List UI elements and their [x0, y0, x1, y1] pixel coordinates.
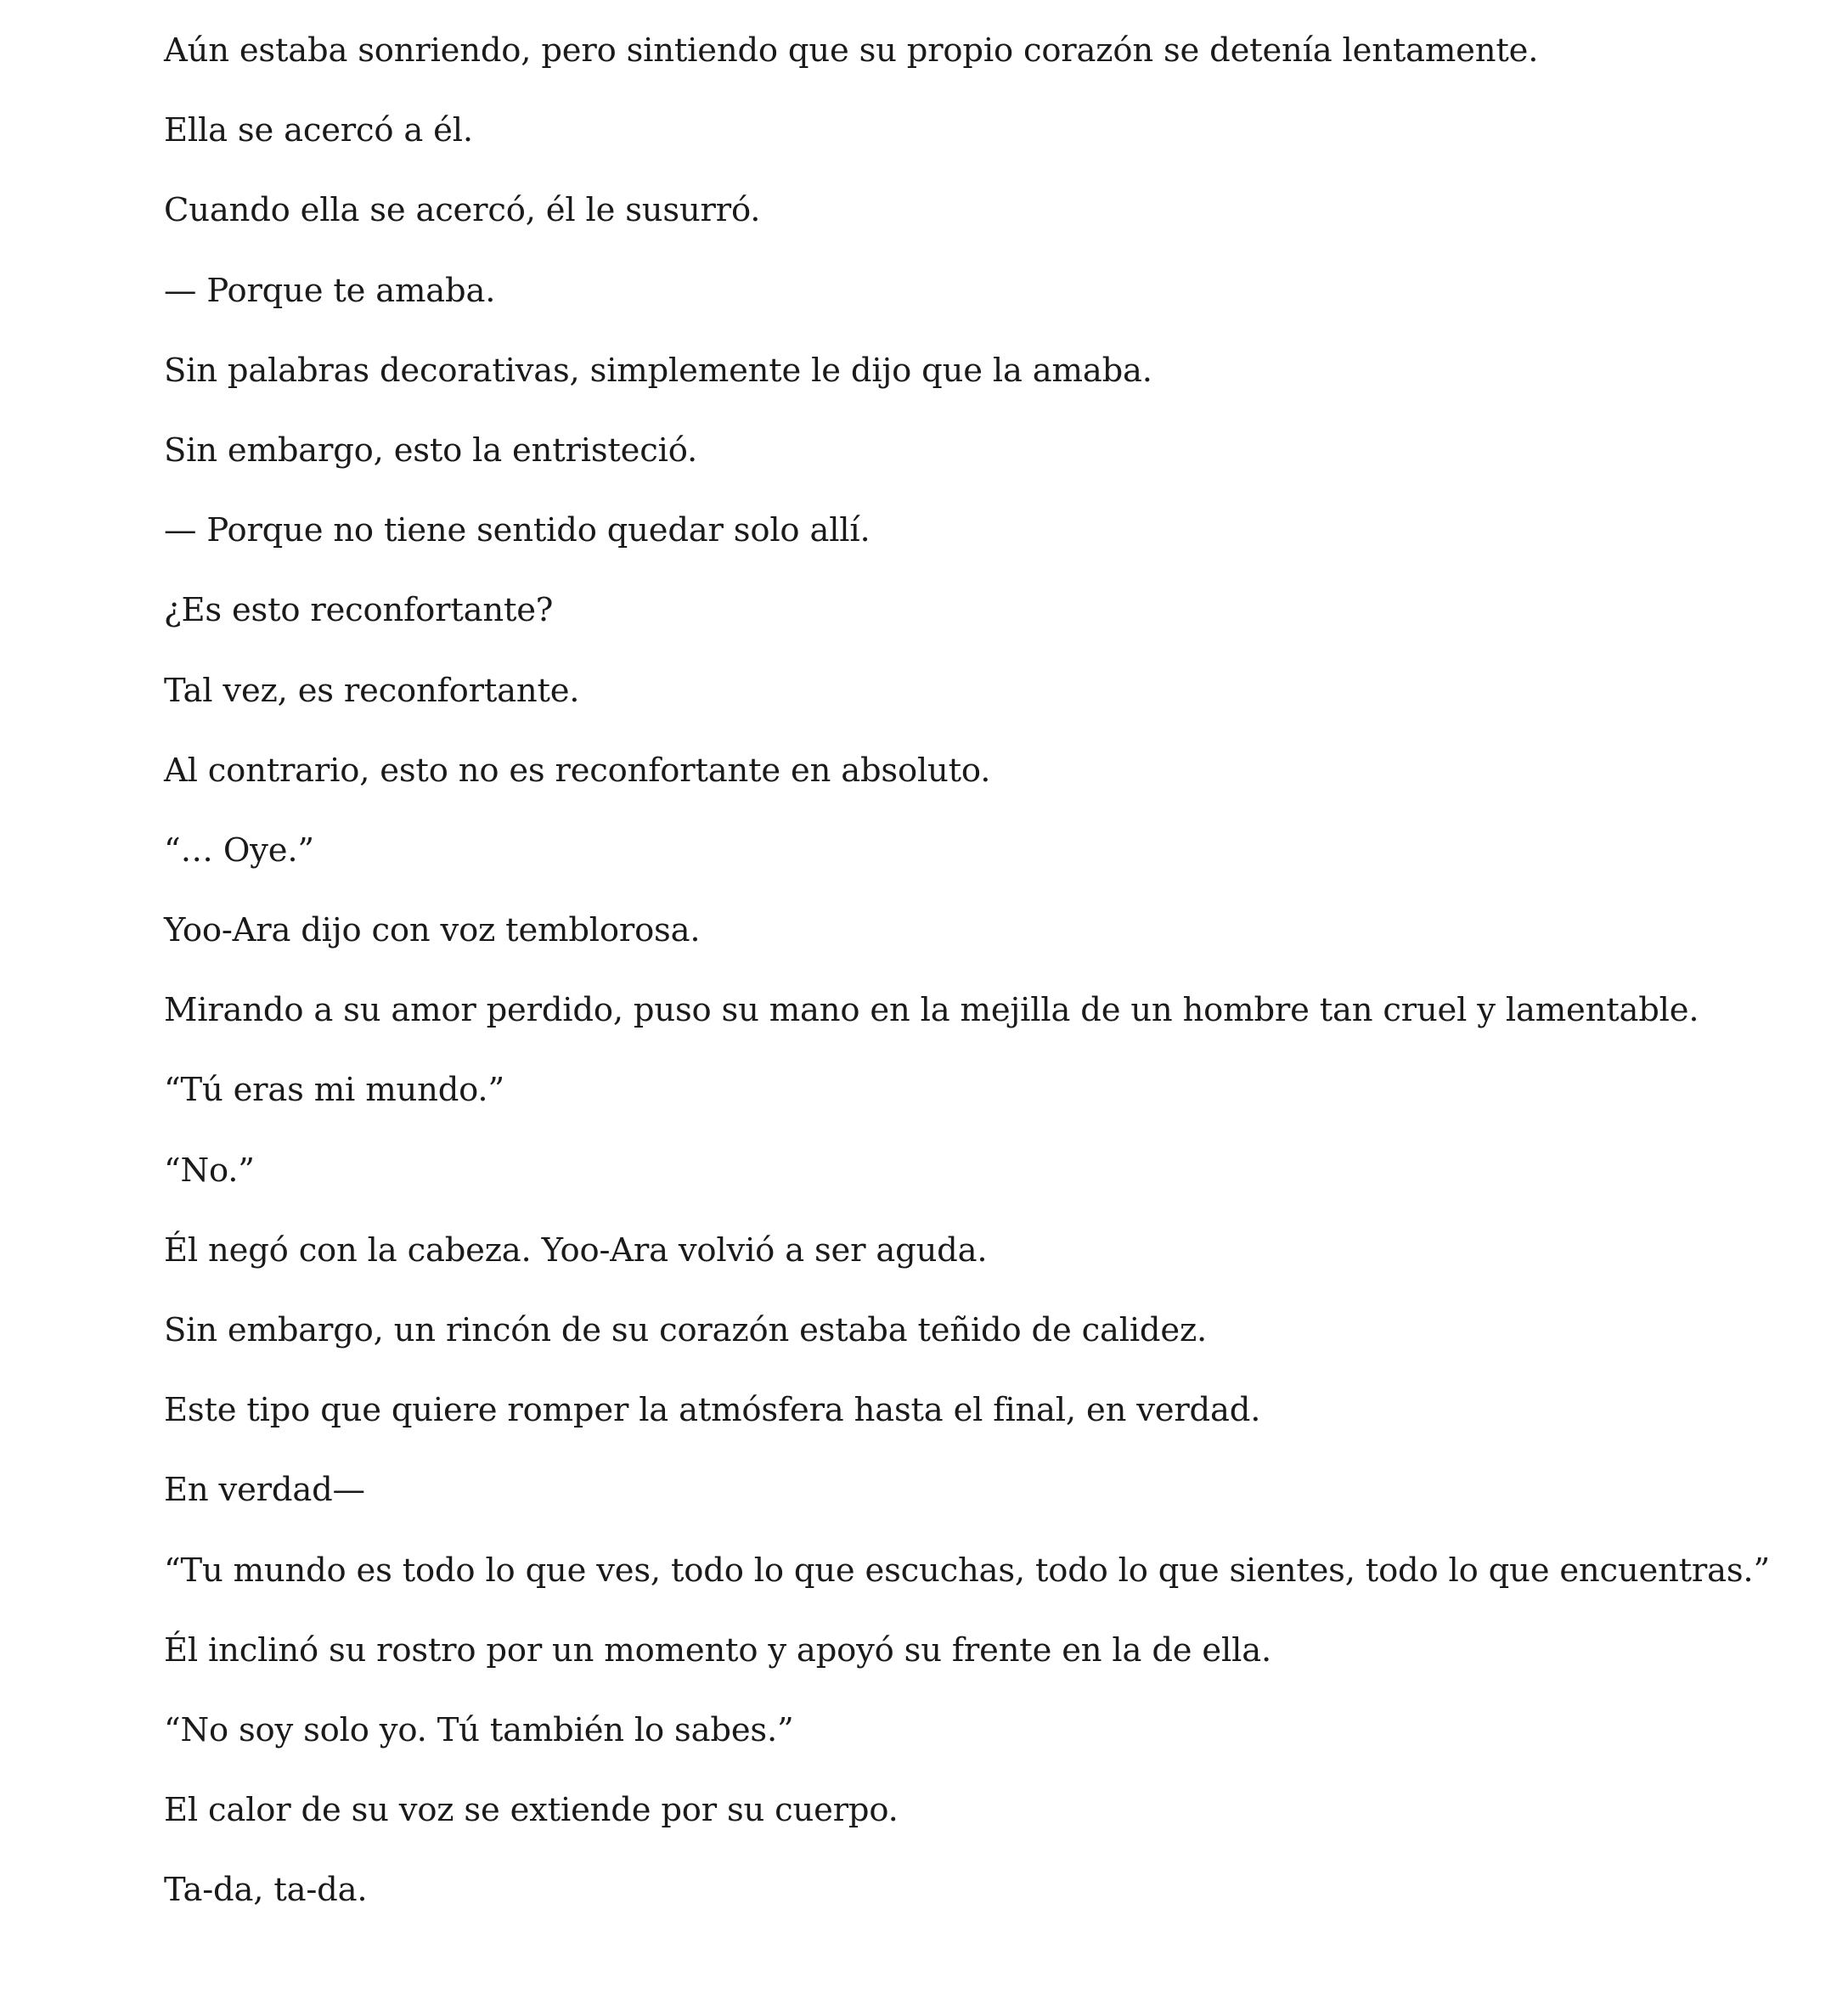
paragraph: Aún estaba sonriendo, pero sintiendo que su propio corazón se detenía lentamente.	[164, 31, 1539, 70]
paragraph: Sin palabras decorativas, simplemente le dijo que la amaba.	[164, 351, 1152, 390]
paragraph: En verdad—	[164, 1471, 365, 1510]
paragraph: Mirando a su amor perdido, puso su mano en la mejilla de un hombre tan cruel y lamentable.	[164, 991, 1699, 1030]
paragraph: Este tipo que quiere romper la atmósfera hasta el final, en verdad.	[164, 1391, 1261, 1430]
paragraph: Sin embargo, un rincón de su corazón estaba teñido de calidez.	[164, 1311, 1208, 1349]
paragraph: Él inclinó su rostro por un momento y apoyó su frente en la de ella.	[164, 1630, 1271, 1670]
paragraph: Ta-da, ta-da.	[164, 1871, 368, 1910]
paragraph: “… Oye.”	[164, 831, 314, 870]
paragraph: Al contrario, esto no es reconfortante en absoluto.	[164, 751, 991, 790]
paragraph: Cuando ella se acercó, él le susurró.	[164, 191, 761, 230]
paragraph: — Porque te amaba.	[164, 271, 496, 310]
paragraph: — Porque no tiene sentido quedar solo allí.	[164, 511, 870, 550]
paragraph: “Tú eras mi mundo.”	[164, 1071, 504, 1110]
paragraph: Tal vez, es reconfortante.	[164, 671, 580, 710]
paragraph: El calor de su voz se extiende por su cuerpo.	[164, 1791, 899, 1830]
paragraph: Ella se acercó a él.	[164, 111, 473, 150]
paragraph: “No.”	[164, 1151, 255, 1190]
paragraph: Sin embargo, esto la entristeció.	[164, 431, 698, 470]
paragraph: Yoo-Ara dijo con voz temblorosa.	[164, 911, 701, 950]
document-body	[164, 25, 1778, 1946]
paragraph: “Tu mundo es todo lo que ves, todo lo que escuchas, todo lo que sientes, todo lo que encuentras.”	[164, 1551, 1770, 1590]
paragraph: Él negó con la cabeza. Yoo-Ara volvió a ser aguda.	[164, 1230, 988, 1270]
paragraph: “No soy solo yo. Tú también lo sabes.”	[164, 1710, 794, 1749]
paragraph: ¿Es esto reconfortante?	[164, 591, 554, 630]
